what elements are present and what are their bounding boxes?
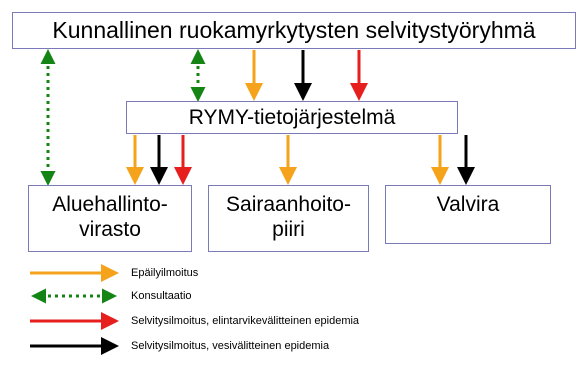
legend-label-consultation: Konsultaatio [131,290,192,302]
municipal-working-group-label: Kunnallinen ruokamyrkytysten selvitystyöryhmä [52,17,536,43]
legend-label-water: Selvitysilmoitus, vesivälitteinen epidemia [131,340,330,352]
hospital-district-label-line2: piiri [272,218,305,241]
valvira-box [385,185,551,244]
hospital-district-box [208,185,369,252]
rymy-system-box [126,101,458,134]
legend-label-food: Selvitysilmoitus, elintarvikevälitteinen epidemia [131,315,360,327]
legend-label-suspicion: Epäilyilmoitus [131,267,199,279]
rymy-system-label: RYMY-tietojärjestelmä [188,106,396,129]
valvira-label: Valvira [436,193,500,216]
hospital-district-label-line1: Sairaanhoito- [226,193,351,216]
regional-agency-box [28,185,192,252]
regional-agency-label-line2: virasto [79,218,141,241]
regional-agency-label-line1: Aluehallinto- [52,193,168,216]
municipal-working-group-box [12,12,576,49]
